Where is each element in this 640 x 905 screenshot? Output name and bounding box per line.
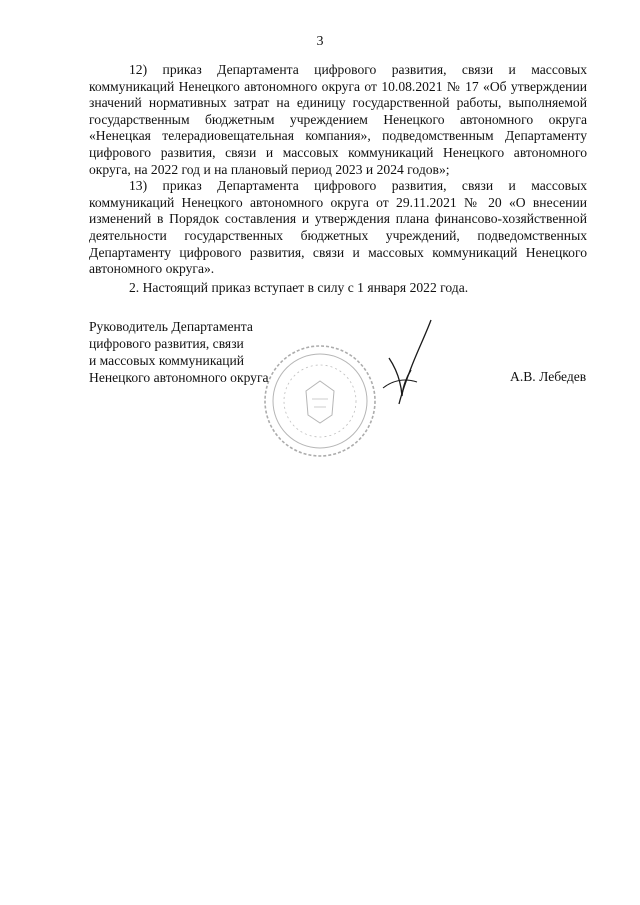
signatory-position-line: и массовых коммуникаций	[89, 353, 245, 368]
list-item-12: 12) приказ Департамента цифрового развития, связи и массовых коммуникаций Ненецкого автономного округа от 10.08.2021 № 17 «Об утверждении значений нормативных затрат на единицу государственной работы, выполняемой государственным бюджетным учреждением Ненецкого автономного округа «Ненецкая телерадиовещательная компания», подведомственным Департаменту цифрового развития, связи и массовых коммуникаций Ненецкого автономного округа, на 2022 год и на плановый период 2023 и 2024 годов»;	[89, 62, 587, 177]
document-body	[89, 62, 587, 296]
signatory-position	[89, 318, 289, 386]
signatory-name: А.В. Лебедев	[510, 369, 587, 384]
list-item-13: 13) приказ Департамента цифрового развития, связи и массовых коммуникаций Ненецкого автономного округа от 29.11.2021 № 20 «О внесении изменений в Порядок составления и утверждения плана финансово-хозяйственной деятельности государственных бюджетных учреждений, подведомственных Департаменту цифрового развития, связи и массовых коммуникаций Ненецкого автономного округа».	[89, 178, 587, 277]
effective-date-clause: 2. Настоящий приказ вступает в силу с 1 января 2022 года.	[129, 279, 469, 295]
handwritten-signature	[375, 318, 445, 413]
signatory-position-line: цифрового развития, связи	[89, 336, 244, 351]
official-seal-stamp	[262, 343, 378, 459]
signatory-position-line: Руководитель Департамента	[89, 319, 253, 334]
page-number: 3	[316, 34, 324, 49]
signatory-position-line: Ненецкого автономного округа	[89, 370, 269, 385]
